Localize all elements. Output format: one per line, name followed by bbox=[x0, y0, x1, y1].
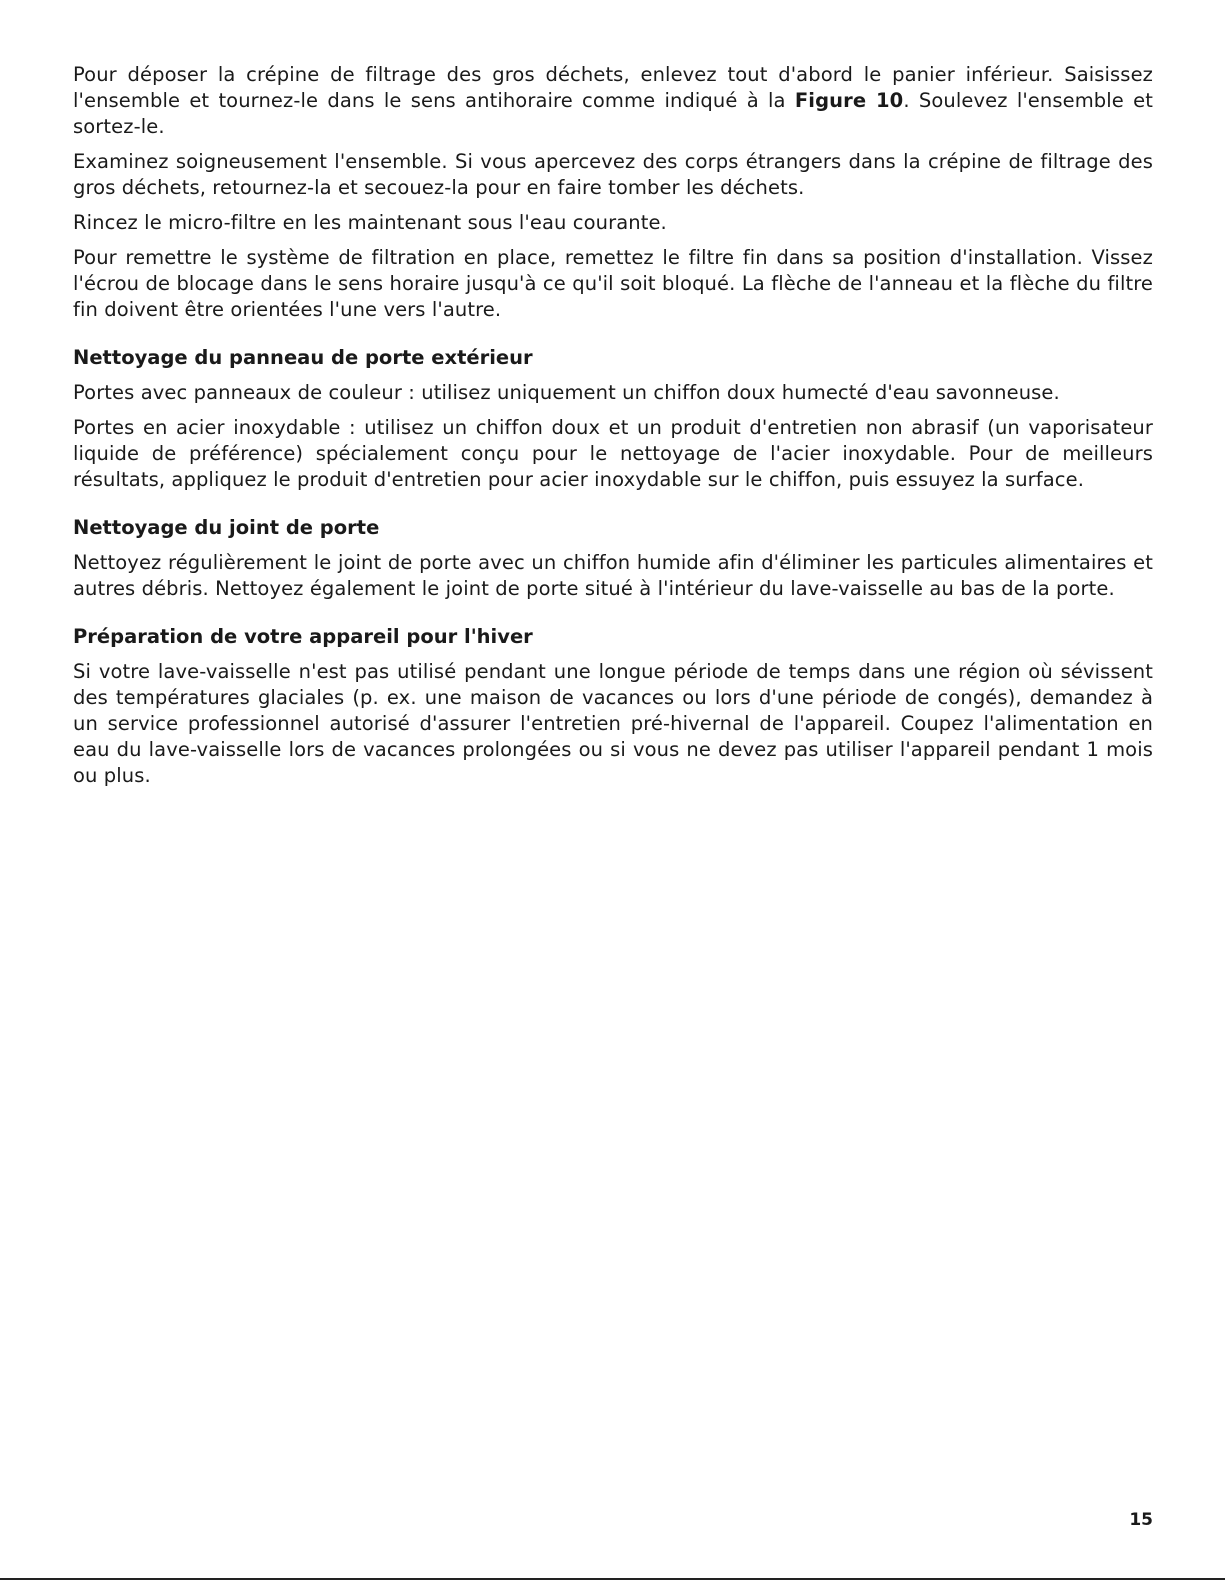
paragraph-winterizing: Si votre lave-vaisselle n'est pas utilisé pendant une longue période de temps dans une région où sévissent des températures glaciales (p. ex. une maison de vacances ou lors d'une période de congés), demandez à un service professionnel autorisé d'assurer l'entretien pré-hivernal de l'appareil. Coupez l'alimentation en eau du lave-vaisselle lors de vacances prolongées ou si vous ne devez pas utiliser l'appareil pendant 1 mois ou plus. bbox=[73, 660, 1153, 787]
heading-door-seal: Nettoyage du joint de porte bbox=[73, 516, 380, 539]
page-number: 15 bbox=[1129, 1510, 1153, 1530]
paragraph-microfilter-rinse: Rincez le micro-filtre en les maintenant sous l'eau courante. bbox=[73, 211, 667, 234]
paragraph-stainless-doors: Portes en acier inoxydable : utilisez un chiffon doux et un produit d'entretien non abrasif (un vaporisateur liquide de préférence) spécialement conçu pour le nettoyage de l'acier inoxydable. Pour de meilleurs résultats, appliquez le produit d'entretien pour acier inoxydable sur le chiffon, puis essuyez la surface. bbox=[73, 416, 1153, 491]
page-content bbox=[73, 62, 1153, 798]
paragraph-door-seal: Nettoyez régulièrement le joint de porte avec un chiffon humide afin d'éliminer les particules alimentaires et autres débris. Nettoyez également le joint de porte situé à l'intérieur du lave-vaisselle au bas de la porte. bbox=[73, 551, 1153, 600]
paragraph-colored-doors: Portes avec panneaux de couleur : utilisez uniquement un chiffon doux humecté d'eau savonneuse. bbox=[73, 381, 1060, 404]
paragraph-filter-removal bbox=[73, 62, 1153, 140]
paragraph-filter-inspection: Examinez soigneusement l'ensemble. Si vous apercevez des corps étrangers dans la crépine de filtrage des gros déchets, retournez-la et secouez-la pour en faire tomber les déchets. bbox=[73, 150, 1153, 199]
bottom-rule bbox=[0, 1578, 1225, 1580]
heading-winterizing: Préparation de votre appareil pour l'hiver bbox=[73, 625, 533, 648]
paragraph-filter-reinstall: Pour remettre le système de filtration en place, remettez le filtre fin dans sa position d'installation. Vissez l'écrou de blocage dans le sens horaire jusqu'à ce qu'il soit bloqué. La flèche de l'anneau et la flèche du filtre fin doivent être orientées l'une vers l'autre. bbox=[73, 246, 1153, 321]
paragraph-text: Pour déposer la crépine de filtrage des gros déchets, enlevez tout d'abord le panier inférieur. Saisissez l'ensemble et tournez-le dans le sens antihoraire comme indiqué à la bbox=[73, 63, 1153, 112]
figure-reference: Figure 10 bbox=[794, 89, 904, 112]
heading-door-panel: Nettoyage du panneau de porte extérieur bbox=[73, 346, 533, 369]
paragraph-text: . Soulevez l'ensemble et sortez-le. bbox=[73, 89, 1153, 138]
